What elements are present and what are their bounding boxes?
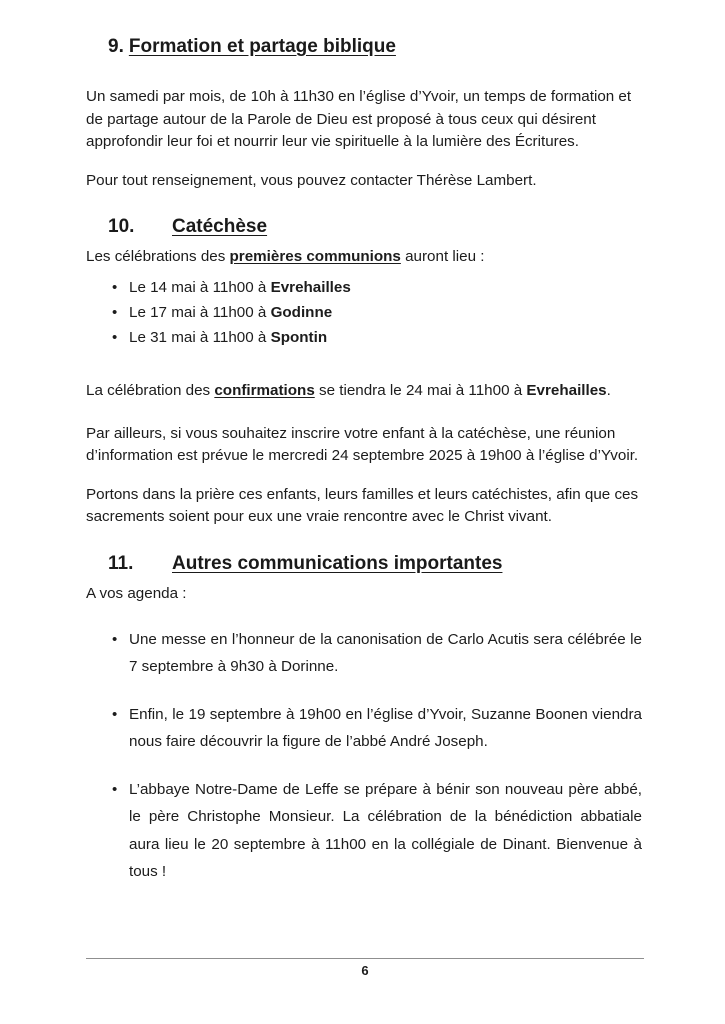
section-9-paragraph-2: Pour tout renseignement, vous pouvez contacter Thérèse Lambert. [86,171,537,189]
section-11-title: Autres communications importantes [172,552,503,574]
page-footer [86,958,644,978]
list-item: • Une messe en l’honneur de la canonisation de Carlo Acutis sera célébrée le 7 septembre à 9h30 à Dorinne. [86,626,642,681]
confirmation-place: Evrehailles [526,381,607,399]
communion-date-prefix: Le 31 mai à 11h00 à [129,328,271,346]
communion-place: Evrehailles [270,278,351,296]
section-9-title: Formation et partage biblique [128,36,396,57]
confirmation-middle: se tiendra le 24 mai à 11h00 à [314,381,527,399]
confirmation-after: . [606,381,611,399]
page-content [86,0,642,886]
communion-date-prefix: Le 14 mai à 11h00 à [129,278,271,296]
section-9-paragraph-1: Un samedi par mois, de 10h à 11h30 en l’église d’Yvoir, un temps de formation et de partage autour de la Parole de Dieu est proposé à tous ceux qui désirent approfondir leur foi et nourrir leur vie spirituelle à la lumière des Écritures. [86,88,632,151]
section-heading-10 [86,214,642,240]
agenda-list [86,626,642,886]
agenda-intro: A vos agenda : [86,584,187,602]
list-item [86,325,642,350]
list-item: • Enfin, le 19 septembre à 19h00 en l’église d’Yvoir, Suzanne Boonen viendra nous faire découvrir la figure de l’abbé André Joseph. [86,701,642,756]
section-heading-11 [86,551,642,577]
spacer-top [86,0,642,34]
communions-intro [86,246,642,269]
section-10-title: Catéchèse [172,216,268,238]
confirmation-before: La célébration des [86,381,215,399]
confirmation-emphasis: confirmations [214,381,315,399]
list-item [86,300,642,325]
communions-intro-before: Les célébrations des [86,248,230,266]
communions-intro-emphasis: premières communions [229,248,401,266]
footer-divider [86,958,644,959]
confirmation-line [86,380,642,403]
section-10-number: 10. [108,216,135,238]
section-11-number: 11. [108,552,134,574]
communion-place: Godinne [270,303,333,321]
communions-intro-after: auront lieu : [400,248,485,266]
page-number: 6 [361,963,369,978]
list-item [86,275,642,300]
list-item: • L’abbaye Notre-Dame de Leffe se prépare à bénir son nouveau père abbé, le père Christophe Monsieur. La célébration de la bénédiction abbatiale aura lieu le 20 septembre à 11h00 en la collégiale de Dinant. Bienvenue à tous ! [86,776,642,886]
communion-place: Spontin [270,328,328,346]
section-10-paragraph-2: Portons dans la prière ces enfants, leurs familles et leurs catéchistes, afin que ces sacrements soient pour eux une vraie rencontre avec le Christ vivant. [86,485,639,526]
communion-date-prefix: Le 17 mai à 11h00 à [129,303,271,321]
section-heading-9 [86,34,642,60]
communion-dates-list [86,275,642,350]
section-9-number: 9. [108,36,124,57]
section-10-paragraph-1: Par ailleurs, si vous souhaitez inscrire votre enfant à la catéchèse, une réunion d’information est prévue le mercredi 24 septembre 2025 à 19h00 à l’église d’Yvoir. [86,424,639,465]
